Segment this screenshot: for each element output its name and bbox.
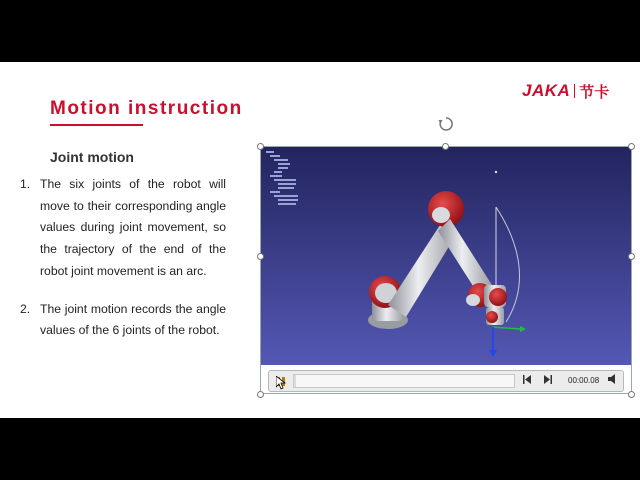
progress-fill [294,375,296,387]
playback-time: 00:00.08 [568,376,600,385]
list-text: The joint motion records the angle values of the 6 joints of the robot. [40,301,226,338]
mouse-cursor-icon [276,376,286,390]
progress-bar[interactable] [293,374,515,388]
resize-handle[interactable] [257,253,264,260]
section-subtitle: Joint motion [50,149,134,165]
logo-chinese: 节卡 [579,83,610,101]
robot-simulation-video[interactable] [260,147,632,365]
list-item [20,174,226,283]
rotate-handle-icon[interactable] [438,116,454,132]
instruction-list [20,174,226,342]
logo-brand: JAKA [522,81,571,100]
resize-handle[interactable] [257,391,264,398]
jaka-logo [522,81,609,101]
robot-scene [260,147,632,365]
resize-handle[interactable] [628,253,635,260]
list-number: 1. [20,177,31,191]
forward-button[interactable] [544,375,552,386]
title-underline [50,124,143,126]
rewind-icon [523,375,531,384]
slide [0,62,640,418]
list-text: The six joints of the robot will move to their corresponding angle values during joint movement, so the trajectory of the end of the robot joint movement is an arc. [40,177,226,278]
resize-handle[interactable] [628,391,635,398]
resize-handle[interactable] [628,143,635,150]
volume-button[interactable] [608,374,617,387]
list-number: 2. [20,301,31,316]
volume-icon [608,374,617,384]
resize-handle[interactable] [257,143,264,150]
slide-title: Motion instruction [50,98,243,119]
forward-icon [544,375,552,384]
video-player-controls [268,370,624,392]
rewind-button[interactable] [523,375,531,386]
list-item [20,299,226,342]
resize-handle[interactable] [442,143,449,150]
logo-divider [574,84,575,98]
